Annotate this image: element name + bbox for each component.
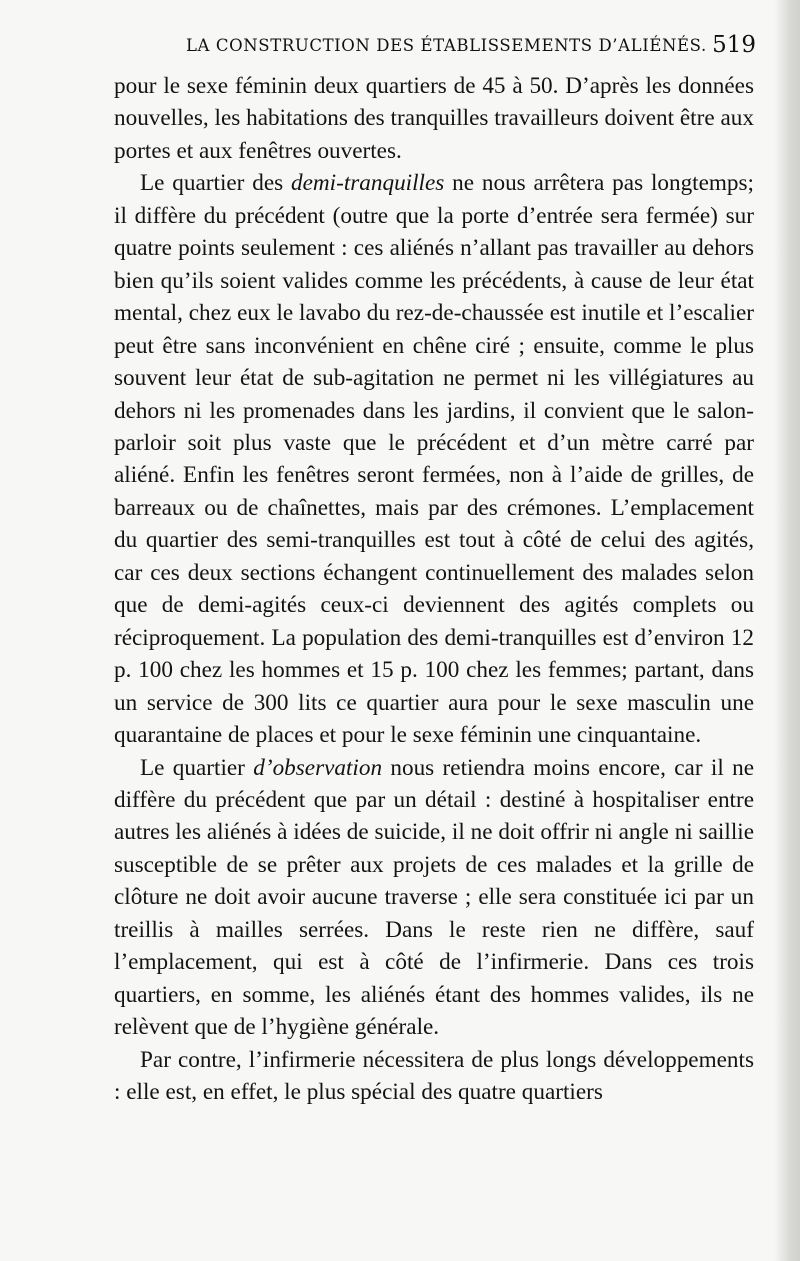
page-header [186, 32, 756, 62]
paragraph-4 [114, 1044, 754, 1109]
page-number: 519 [712, 32, 756, 58]
paragraph-3 [114, 752, 754, 1044]
paragraph-1 [114, 70, 754, 167]
paragraph-2 [114, 167, 754, 751]
page-edge-shadow [774, 0, 800, 1261]
paragraph-3-text-start: Le quartier [140, 754, 254, 781]
paragraph-2-italic-term: demi-tranquilles [291, 170, 445, 197]
paragraph-4-text: Par contre, l’infirmerie nécessitera de plus longs développements : elle est, en effet, le plus spécial des quatre quartiers [114, 1046, 754, 1106]
paragraph-3-italic-term: d’observation [253, 754, 383, 781]
body-text [114, 70, 754, 1109]
paragraph-1-text: pour le sexe féminin deux quartiers de 45 à 50. D’après les données nouvelles, les habitations des tranquilles travailleurs doivent être aux portes et aux fenêtres ouvertes. [114, 73, 754, 164]
paragraph-2-text-rest: ne nous arrêtera pas longtemps; il diffère du précédent (outre que la porte d’entrée sera fermée) sur quatre points seulement : ces aliénés n’allant pas travailler au dehors bien qu’ils soient valides comme les précédents, à cause de leur état mental, chez eux le lavabo du rez-de-chaussée est inutile et l’escalier peut être sans inconvénient en chêne ciré ; ensuite, comme le plus souvent leur état de sub-agitation ne permet ni les villégiatures au dehors ni les promenades dans les jardins, il convient que le salon-parloir soit plus vaste que le précédent et d’un mètre carré par aliéné. Enfin les fenêtres seront fermées, non à l’aide de grilles, de barreaux ou de chaînettes, mais par des crémones. L’emplacement du quartier des semi-tranquilles est tout à côté de celui des agités, car ces deux sections échangent continuellement des malades selon que de demi-agités ceux-ci deviennent des agités complets ou réciproquement. La population des demi-tranquilles est d’environ 12 p. 100 chez les hommes et 15 p. 100 chez les femmes; partant, dans un service de 300 lits ce quartier aura pour le sexe masculin une quarantaine de places et pour le sexe féminin une cinquantaine. [114, 170, 754, 749]
running-head: LA CONSTRUCTION DES ÉTABLISSEMENTS D’ALIÉNÉS. [186, 36, 707, 55]
paragraph-2-text-start: Le quartier des [140, 170, 292, 197]
paragraph-3-text-rest: nous retiendra moins encore, car il ne diffère du précédent que par un détail : destiné à hospitaliser entre autres les aliénés à idées de suicide, il ne doit offrir ni angle ni saillie susceptible de se prêter aux projets de ces malades et la grille de clôture ne doit avoir aucune traverse ; elle sera constituée ici par un treillis à mailles serrées. Dans le reste rien ne diffère, sauf l’emplacement, qui est à côté de l’infirmerie. Dans ces trois quartiers, en somme, les aliénés étant des hommes valides, ils ne relèvent que de l’hygiène générale. [114, 754, 754, 1041]
